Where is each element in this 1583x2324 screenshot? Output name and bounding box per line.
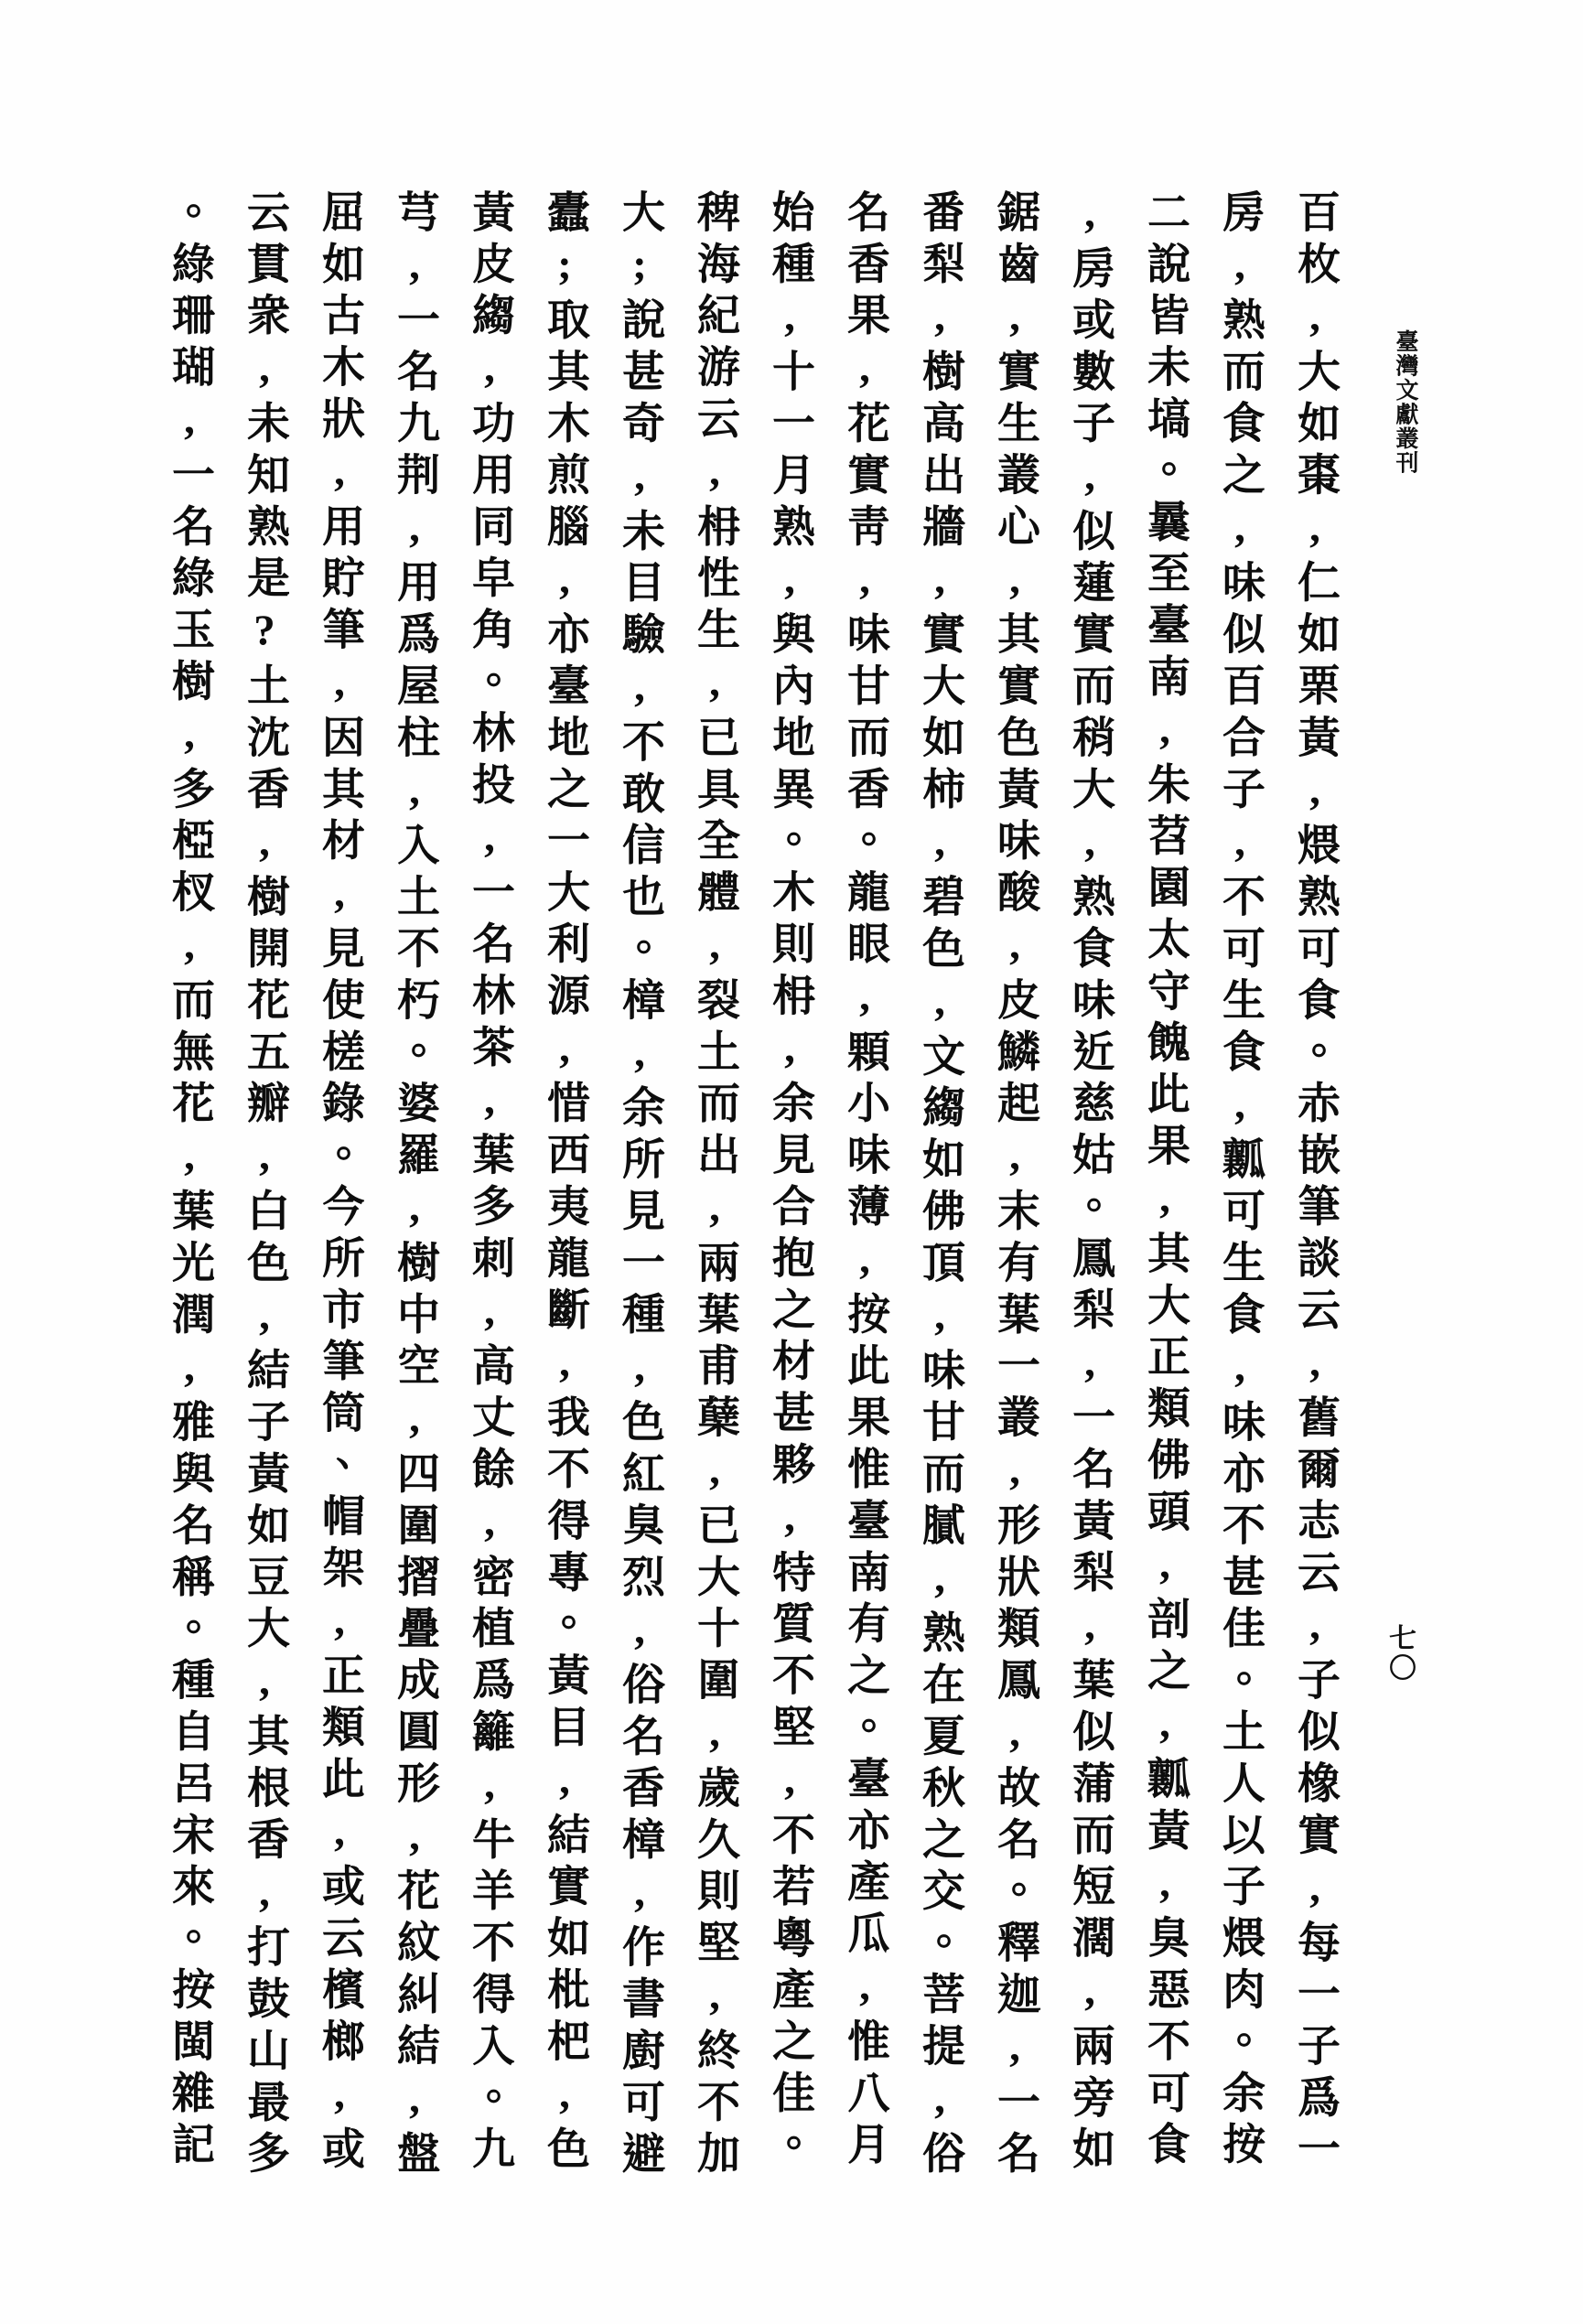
page-number: 七〇 — [1384, 1623, 1415, 1684]
text-column: 二說皆未塙。曩至臺南,朱苕園太守餽此果,其大正類佛頭,剖之,瓤黃,臭惡不可食 — [1141, 189, 1189, 2174]
text-column: 百枚,大如棗,仁如栗黃,煨熟可食。赤嵌筆談云,舊爾志云,子似橡實,每一子爲一 — [1291, 189, 1339, 2179]
text-column: ,房或數子,似蓮實而稍大,熟食味近慈姑。鳳梨,一名黃梨,葉似蒲而短濶,兩旁如 — [1066, 189, 1114, 2179]
text-column: 大;說甚奇,未目驗,不敢信也。樟,余所見一種,色紅臭烈,俗名香樟,作書廚可避 — [616, 189, 663, 2183]
text-column: 番梨,樹高出牆,實大如柿,碧色,文縐如佛頂,味甘而膩,熟在夏秋之交。菩提,俗 — [916, 189, 964, 2183]
text-column: 稗海紀游云,枏性生,已具全體,裂土而出,兩葉甫蘖,已大十圍,歲久則堅,終不加 — [691, 189, 738, 2183]
text-column: 房,熟而食之,味似百合子,不可生食,瓤可生食,味亦不甚佳。土人以子煨肉。余按 — [1216, 189, 1264, 2174]
text-column: 蠹;取其木煎腦,亦臺地之一大利源,惜西夷龍斷,我不得專。黃目,結實如枇杷,色 — [541, 189, 588, 2179]
text-column: 。綠珊瑚,一名綠玉樹,多椏杈,而無花,葉光潤,雅與名稱。種自呂宋來。按閩雜記 — [166, 189, 213, 2174]
text-block — [152, 189, 1352, 2183]
text-column: 黃皮縐,功用同皁角。林投,一名林茶,葉多刺,高丈餘,密植爲籬,牛羊不得入。九 — [466, 189, 513, 2179]
text-column: 鋸齒,實生叢心,其實色黃味酸,皮鱗起,末有葉一叢,形狀類鳳,故名。釋迦,一名 — [991, 189, 1039, 2183]
text-column: 云貫衆,未知熟是?土沈香,樹開花五瓣,白色,結子黃如豆大,其根香,打鼓山最多 — [241, 189, 288, 2183]
text-column: 名香果,花實靑,味甘而香。龍眼,顆小味薄,按此果惟臺南有之。臺亦產瓜,惟八月 — [841, 189, 888, 2174]
text-column: 芎,一名九荆,用爲屋柱,入土不朽。婆羅,樹中空,四圍摺疊成圓形,花紋糾結,盤 — [391, 189, 438, 2183]
text-column: 屈如古木狀,用貯筆,因其材,見使槎錄。今所市筆筒、帽架,正類此,或云檳榔,或 — [316, 189, 363, 2179]
series-title: 臺灣文獻叢刊 — [1393, 329, 1417, 475]
text-column: 始種,十一月熟,與內地異。木則枏,余見合抱之材甚夥,特質不堅,不若粵產之佳。 — [766, 189, 813, 2174]
